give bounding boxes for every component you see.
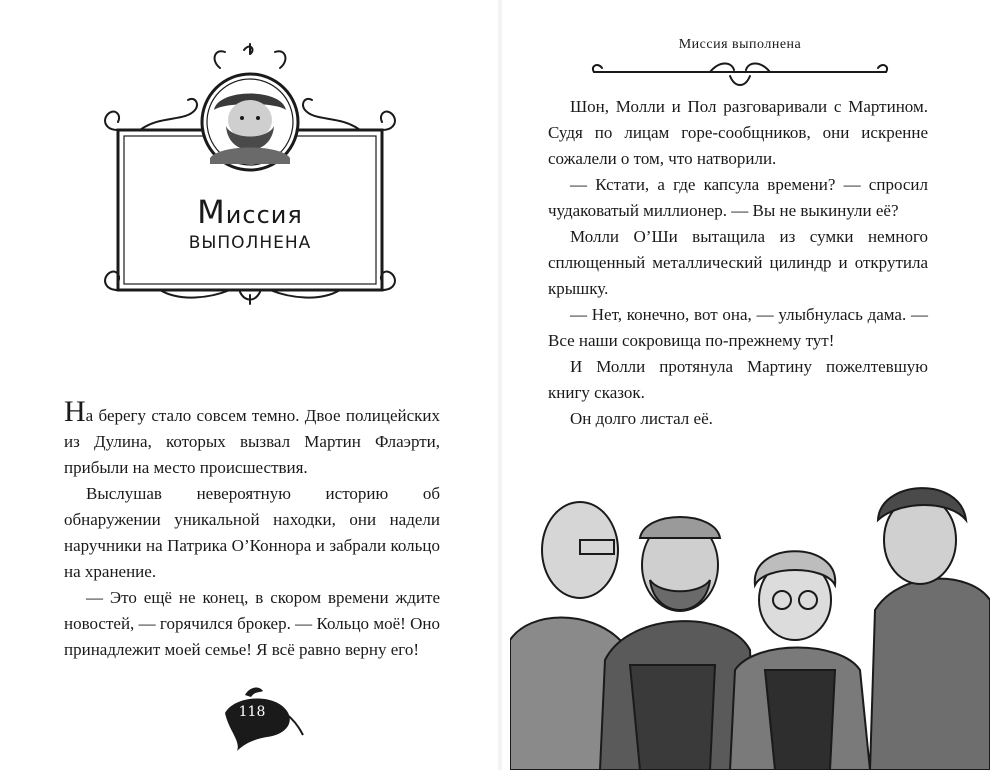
chapter-title-initial: М	[197, 193, 226, 231]
paragraph: — Нет, конечно, вот она, — улыбнулась дама. — Все наши сокровища по-прежнему тут!	[548, 305, 928, 350]
paragraph: И Молли протянула Мартину пожелтевшую книгу сказок.	[548, 357, 928, 402]
page-number: 118	[238, 704, 266, 720]
paragraph: Выслушав невероятную историю об обнаружении уникальной находки, они надели наручники на Патрика О’Коннора и забрали кольцо на хранение.	[64, 484, 440, 581]
paragraph: Он долго листал её.	[570, 409, 713, 428]
chapter-title-line1: иссия	[225, 201, 303, 229]
running-head-ornament	[590, 56, 890, 90]
right-page-text	[548, 94, 928, 432]
chapter-ornament-frame	[100, 40, 400, 305]
paragraph: Молли О’Ши вытащила из сумки немного сплющенный металлический цилиндр и открутила крышку.	[548, 227, 928, 298]
chapter-title-line2: ВЫПОЛНЕНА	[188, 233, 312, 253]
chapter-title	[100, 193, 400, 256]
paragraph: На берегу стало совсем темно. Двое полицейских из Дулина, которых вызвал Мартин Флаэрти, прибыли на место происшествия.	[64, 395, 440, 477]
paragraph: — Это ещё не конец, в скором времени ждите новостей, — горячился брокер. — Кольцо моё! Оно принадлежит моей семье! Я всё равно верну его!	[64, 588, 440, 659]
drop-cap: Н	[64, 395, 86, 428]
paragraph: — Кстати, а где капсула времени? — спросил чудаковатый миллионер. — Вы не выкинули её?	[548, 175, 928, 220]
paragraph: Шон, Молли и Пол разговаривали с Мартином. Судя по лицам горе-сообщников, они искренне сожалели о том, что натворили.	[548, 97, 928, 168]
running-head: Миссия выполнена	[678, 37, 802, 52]
characters-illustration	[510, 470, 990, 770]
left-page-text	[64, 395, 440, 663]
